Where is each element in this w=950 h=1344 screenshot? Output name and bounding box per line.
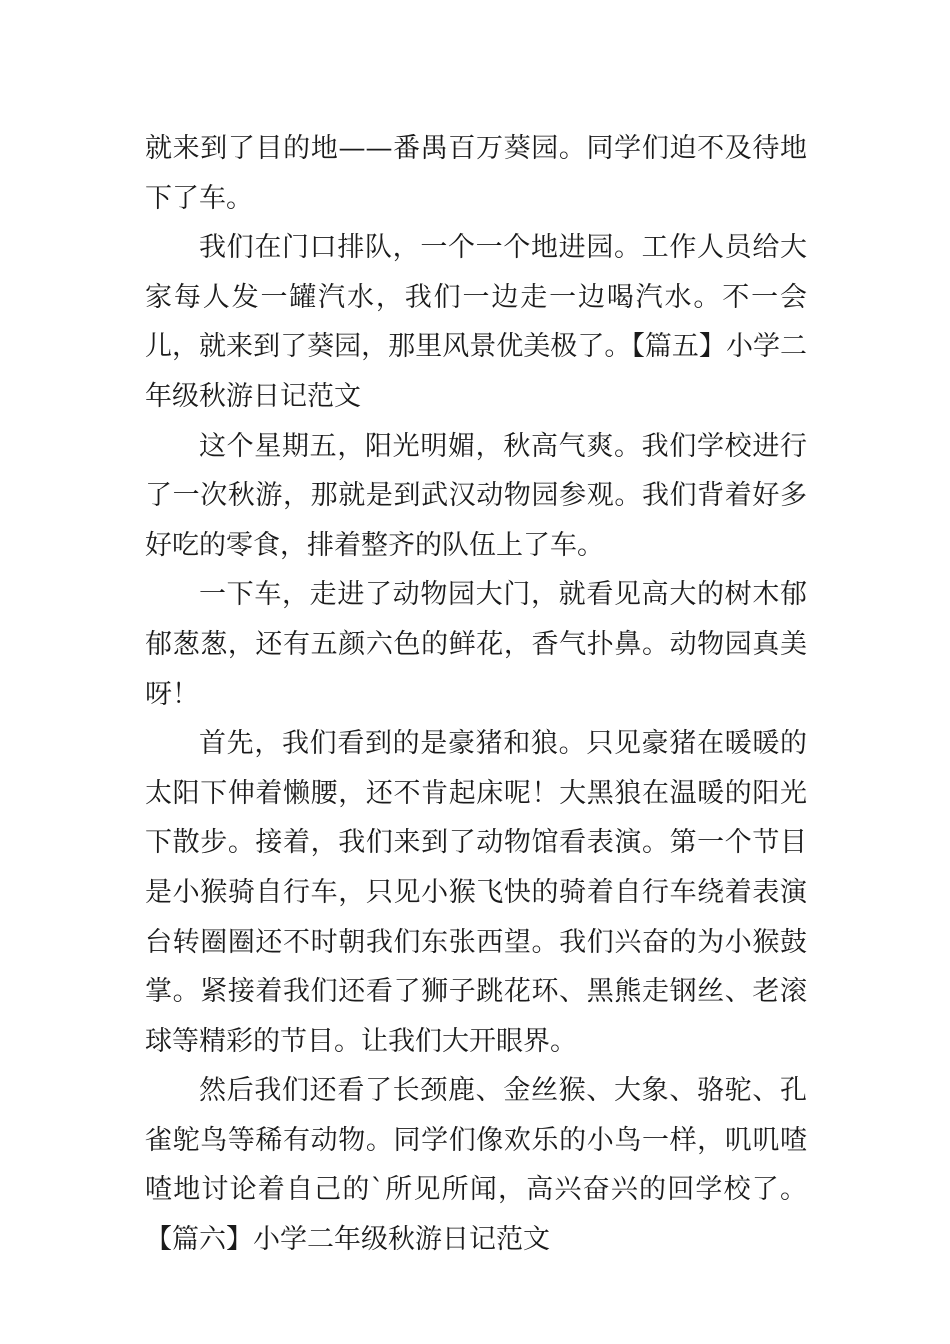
paragraph-2: 我们在门口排队，一个一个地进园。工作人员给大家每人发一罐汽水，我们一边走一边喝汽水。不一会儿，就来到了葵园，那里风景优美极了。【篇五】小学二年级秋游日记范文 xyxy=(145,232,807,412)
paragraph-5: 首先，我们看到的是豪猪和狼。只见豪猪在暖暖的太阳下伸着懒腰，还不肯起床呢！大黑狼在温暖的阳光下散步。接着，我们来到了动物馆看表演。第一个节目是小猴骑自行车，只见小猴飞快的骑着自行车绕着表演台转圈圈还不时朝我们东张西望。我们兴奋的为小猴鼓掌。紧接着我们还看了狮子跳花环、黑熊走钢丝、老滚球等精彩的节目。让我们大开眼界。 xyxy=(145,728,807,1057)
paragraph-3: 这个星期五，阳光明媚，秋高气爽。我们学校进行了一次秋游，那就是到武汉动物园参观。我们背着好多好吃的零食，排着整齐的队伍上了车。 xyxy=(145,430,807,561)
paragraph-1: 就来到了目的地——番禺百万葵园。同学们迫不及待地下了车。 xyxy=(145,133,807,214)
paragraph-4: 一下车，走进了动物园大门，就看见高大的树木郁郁葱葱，还有五颜六色的鲜花，香气扑鼻。动物园真美呀！ xyxy=(145,579,807,710)
document-body xyxy=(145,124,807,1265)
paragraph-6: 然后我们还看了长颈鹿、金丝猴、大象、骆驼、孔雀鸵鸟等稀有动物。同学们像欢乐的小鸟一样，叽叽喳喳地讨论着自己的`所见所闻，高兴奋兴的回学校了。【篇六】小学二年级秋游日记范文 xyxy=(145,1075,807,1256)
